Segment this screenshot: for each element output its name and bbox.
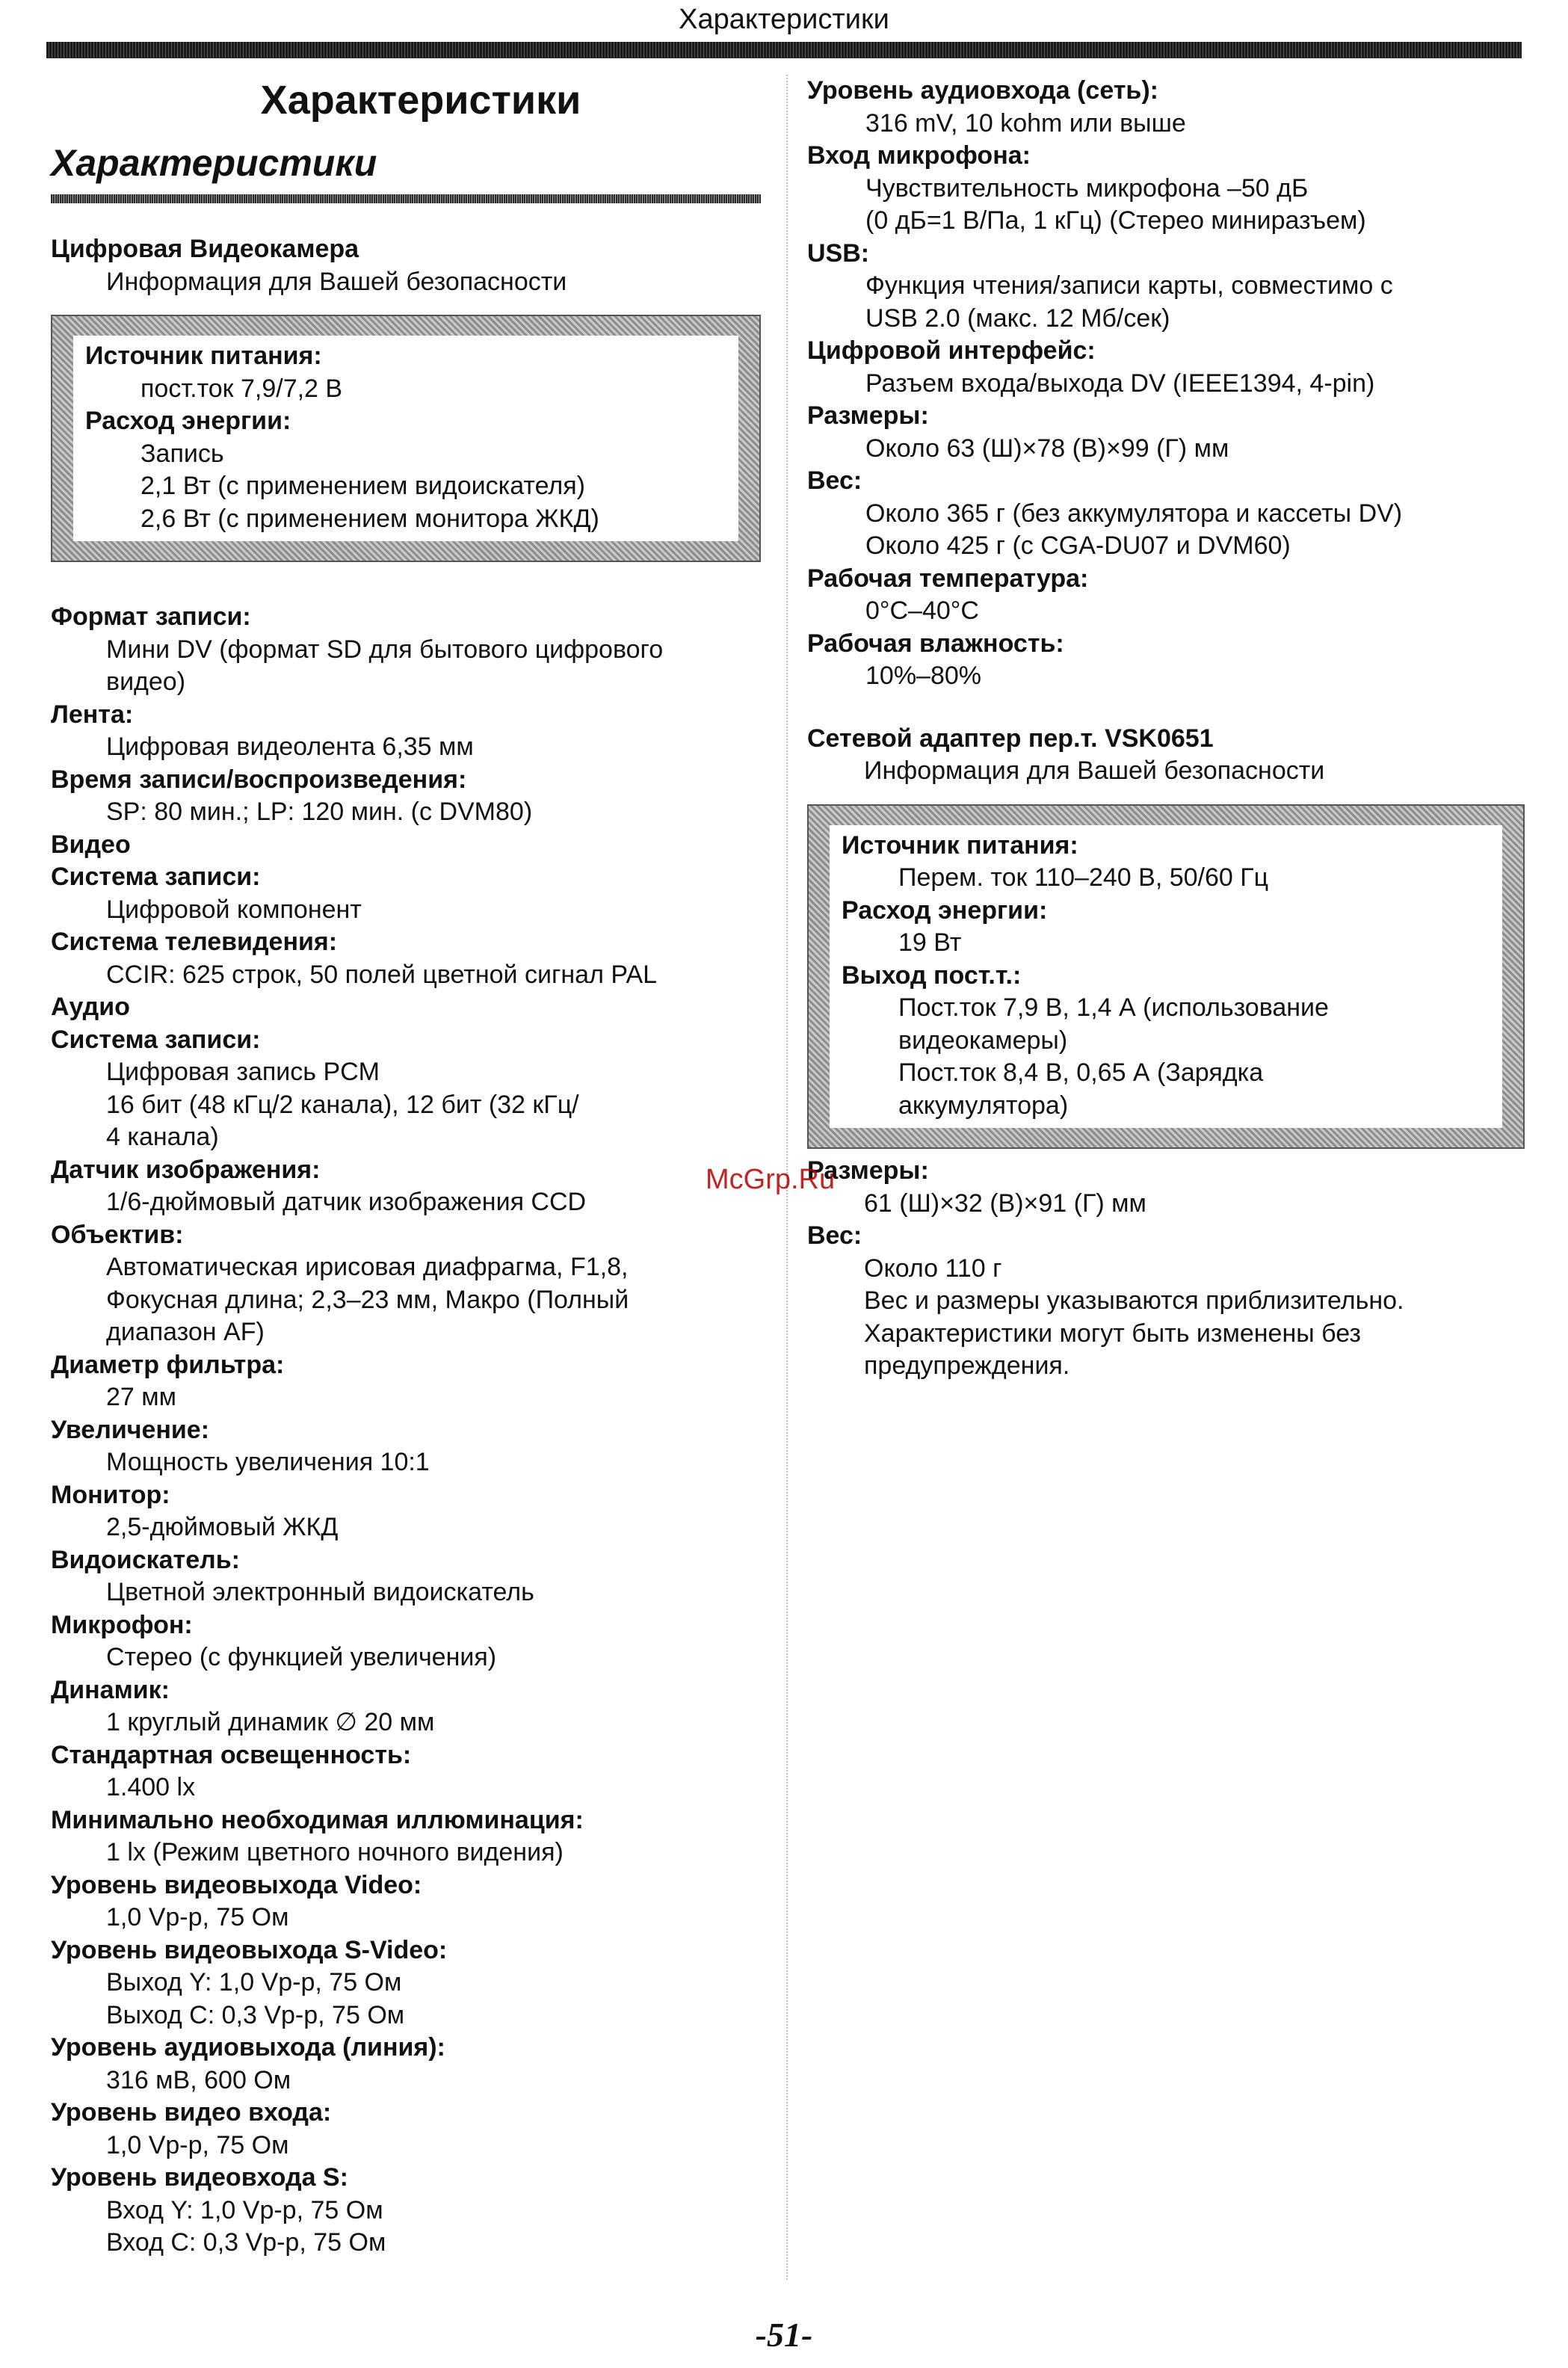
adapter-safety-note: Информация для Вашей безопасности [864, 756, 1325, 785]
spec-label: Система записи: [51, 1025, 261, 1054]
spec-value: 16 бит (48 кГц/2 канала), 12 бит (32 кГц/ [106, 1090, 579, 1119]
spec-label: Датчик изображения: [51, 1155, 321, 1184]
spec-label: Вход микрофона: [807, 141, 1031, 170]
spec-label: Размеры: [807, 401, 929, 430]
adapter-spec-list [807, 1155, 1525, 1383]
spec-value: 2,5-дюймовый ЖКД [106, 1513, 339, 1541]
spec-label: Рабочая влажность: [807, 629, 1064, 658]
spec-value: Чувствительность микрофона –50 дБ [865, 173, 1309, 203]
spec-value: 316 мВ, 600 Ом [106, 2065, 291, 2094]
spec-value: Мини DV (формат SD для бытового цифрового [106, 635, 664, 664]
spec-value: Около 110 г [864, 1254, 1002, 1283]
spec-label: Видео [51, 830, 131, 859]
spec-label: Уровень аудиовыхода (линия): [51, 2033, 445, 2062]
spec-label: Уровень видеовыхода Video: [51, 1870, 422, 1899]
spec-value: Стерео (с функцией увеличения) [106, 1643, 497, 1671]
spec-value: диапазон AF) [106, 1318, 265, 1346]
spec-value: Вход C: 0,3 Vp-p, 75 Ом [106, 2228, 386, 2257]
spec-label: Увеличение: [51, 1415, 210, 1444]
spec-value: Функция чтения/записи карты, совместимо с [865, 271, 1393, 300]
spec-label: Диаметр фильтра: [51, 1350, 285, 1379]
spec-value: Выход C: 0,3 Vp-p, 75 Ом [106, 2000, 405, 2029]
spec-value: 1,0 Vp-p, 75 Ом [106, 2130, 289, 2159]
spec-label: Размеры: [807, 1156, 929, 1185]
camera-spec-list-continued [807, 75, 1525, 693]
spec-value: предупреждения. [864, 1351, 1070, 1380]
spec-value: 1/6-дюймовый датчик изображения CCD [106, 1188, 587, 1216]
spec-value: Автоматическая ирисовая диафрагма, F1,8, [106, 1253, 629, 1281]
adapter-consumption-label: Расход энергии: [842, 895, 1048, 925]
spec-label: Стандартная освещенность: [51, 1740, 412, 1769]
adapter-output-line: Пост.ток 7,9 В, 1,4 А (использование [898, 993, 1329, 1022]
spec-label: Система телевидения: [51, 928, 338, 956]
spec-value: Около 63 (Ш)×78 (В)×99 (Г) мм [865, 434, 1229, 463]
spec-label: Лента: [51, 700, 134, 729]
header-bar [46, 42, 1522, 58]
running-header: Характеристики [679, 4, 889, 35]
spec-value: 1 круглый динамик ∅ 20 мм [106, 1708, 435, 1736]
spec-value: Мощность увеличения 10:1 [106, 1448, 430, 1476]
right-column [807, 75, 1525, 1383]
spec-label: Рабочая температура: [807, 564, 1089, 593]
adapter-output-line: Пост.ток 8,4 В, 0,65 А (Зарядка [898, 1058, 1264, 1087]
spec-label: Монитор: [51, 1480, 170, 1509]
spec-value: Разъем входа/выхода DV (IEEE1394, 4-pin) [865, 369, 1375, 398]
spec-value: (0 дБ=1 В/Па, 1 кГц) (Стерео миниразъем) [865, 206, 1366, 235]
adapter-output-line: видеокамеры) [898, 1026, 1068, 1055]
adapter-heading: Сетевой адаптер пер.т. VSK0651 [807, 724, 1214, 753]
spec-label: Минимально необходимая иллюминация: [51, 1805, 584, 1834]
power-consumption-line: 2,6 Вт (с применением монитора ЖКД) [141, 504, 599, 533]
spec-value: SP: 80 мин.; LP: 120 мин. (с DVM80) [106, 798, 533, 826]
spec-value: Выход Y: 1,0 Vp-p, 75 Ом [106, 1968, 402, 1997]
spec-value: Характеристики могут быть изменены без [864, 1319, 1361, 1348]
spec-label: Микрофон: [51, 1610, 193, 1639]
spec-value: 1 lx (Режим цветного ночного видения) [106, 1838, 564, 1866]
spec-label: Объектив: [51, 1220, 184, 1249]
spec-value: Около 425 г (с CGA-DU07 и DVM60) [865, 531, 1291, 560]
spec-value: 316 mV, 10 kohm или выше [865, 108, 1186, 138]
adapter-source-label: Источник питания: [842, 830, 1078, 860]
power-consumption-line: 2,1 Вт (с применением видоискателя) [141, 472, 585, 500]
camera-power-box [51, 315, 761, 562]
spec-value: Вход Y: 1,0 Vp-p, 75 Ом [106, 2195, 383, 2224]
spec-label: Формат записи: [51, 602, 251, 631]
spec-value: 27 мм [106, 1383, 177, 1411]
spec-value: 1.400 lx [106, 1773, 196, 1801]
spec-value: 61 (Ш)×32 (В)×91 (Г) мм [864, 1188, 1146, 1218]
left-column [51, 75, 761, 2260]
spec-value: 1,0 Vp-p, 75 Ом [106, 1903, 289, 1931]
watermark: McGrp.Ru [706, 1164, 836, 1195]
spec-value: Цветной электронный видоискатель [106, 1578, 534, 1606]
spec-label: Динамик: [51, 1675, 170, 1704]
power-rec-label: Запись [141, 439, 224, 468]
page-title: Характеристики [260, 78, 581, 123]
spec-label: Время записи/воспроизведения: [51, 765, 467, 794]
spec-label: Цифровой интерфейс: [807, 336, 1096, 365]
spec-label: Видоискатель: [51, 1545, 240, 1574]
adapter-consumption-value: 19 Вт [898, 928, 962, 957]
adapter-output-label: Выход пост.т.: [842, 961, 1022, 990]
spec-value: видео) [106, 667, 186, 696]
section-rule [51, 194, 761, 203]
camera-spec-list [51, 601, 761, 2260]
camera-heading: Цифровая Видеокамера [51, 235, 359, 263]
spec-label: Уровень видеовыхода S-Video: [51, 1935, 448, 1964]
spec-value: Цифровая запись PCM [106, 1058, 380, 1086]
power-source-label: Источник питания: [85, 342, 322, 370]
spec-label: Вес: [807, 466, 862, 495]
spec-value: Цифровой компонент [106, 895, 362, 924]
power-source-value: пост.ток 7,9/7,2 В [141, 374, 343, 403]
spec-label: Уровень видео входа: [51, 2098, 332, 2127]
spec-label: USB: [807, 238, 870, 268]
spec-label: Система записи: [51, 863, 261, 891]
spec-value: USB 2.0 (макс. 12 Мб/сек) [865, 303, 1170, 333]
spec-value: Около 365 г (без аккумулятора и кассеты DV) [865, 499, 1403, 528]
spec-value: 10%–80% [865, 662, 982, 690]
spec-label: Аудио [51, 993, 130, 1021]
adapter-output-line: аккумулятора) [898, 1091, 1069, 1120]
adapter-source-value: Перем. ток 110–240 В, 50/60 Гц [898, 863, 1269, 892]
spec-label: Уровень аудиовхода (сеть): [807, 76, 1158, 105]
spec-label: Уровень видеовхода S: [51, 2163, 348, 2192]
adapter-power-box [807, 804, 1525, 1150]
spec-value: Фокусная длина; 2,3–23 мм, Макро (Полный [106, 1285, 629, 1314]
spec-value: 4 канала) [106, 1123, 219, 1151]
section-title: Характеристики [51, 142, 377, 184]
power-consumption-label: Расход энергии: [85, 407, 291, 435]
spec-value: CCIR: 625 строк, 50 полей цветной сигнал PAL [106, 960, 658, 989]
camera-safety-note: Информация для Вашей безопасности [106, 267, 567, 296]
page-number: -51- [755, 2316, 813, 2354]
spec-value: 0°C–40°C [865, 596, 979, 625]
spec-label: Вес: [807, 1221, 862, 1250]
spec-value: Цифровая видеолента 6,35 мм [106, 733, 474, 761]
spec-value: Вес и размеры указываются приблизительно. [864, 1286, 1404, 1315]
